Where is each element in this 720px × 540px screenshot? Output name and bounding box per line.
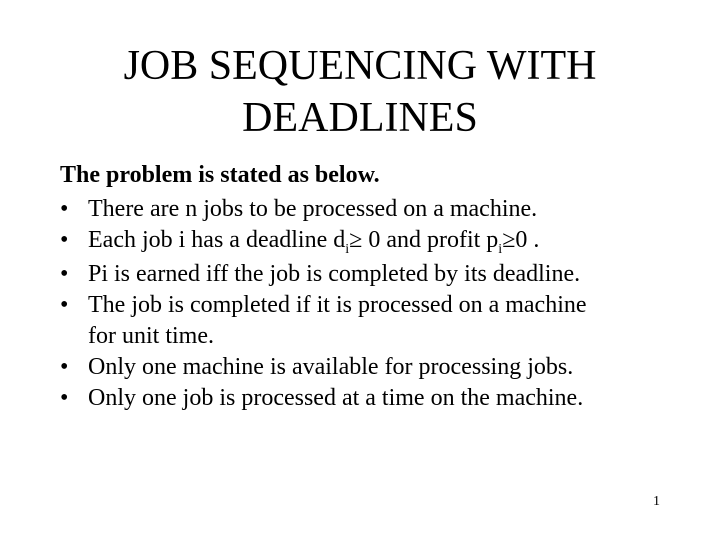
slide-body: [60, 160, 690, 414]
title-line-1: JOB SEQUENCING WITH: [123, 43, 597, 89]
title-line-2: DEADLINES: [242, 95, 478, 141]
bullet-text: Pi is earned iff the job is completed by its deadline.: [88, 261, 581, 287]
bullet-item: [60, 225, 690, 259]
bullet-item: [60, 352, 690, 383]
bullet-text-part: ≥ 0 and profit p: [349, 227, 499, 253]
bullet-icon: •: [60, 292, 69, 318]
subscript: i: [498, 242, 503, 257]
bullet-text: There are n jobs to be processed on a machine.: [88, 196, 538, 222]
bullet-icon: •: [60, 354, 69, 380]
slide-title: [40, 40, 680, 144]
bullet-icon: •: [60, 227, 69, 253]
bullet-text-part: ≥0 .: [502, 227, 540, 253]
subscript: i: [345, 242, 350, 257]
bullet-text-line: for unit time.: [88, 323, 214, 349]
bullet-item: [60, 259, 690, 290]
bullet-text-part: Each job i has a deadline d: [88, 227, 346, 253]
bullet-item: [60, 290, 690, 352]
bullet-text: Only one machine is available for processing jobs.: [88, 354, 574, 380]
bullet-icon: •: [60, 261, 69, 287]
bullet-icon: •: [60, 196, 69, 222]
bullet-item: [60, 194, 690, 225]
intro-text: The problem is stated as below.: [60, 162, 380, 188]
bullet-text-line: The job is completed if it is processed on a machine: [88, 292, 587, 318]
bullet-item: [60, 383, 690, 414]
bullet-text: Only one job is processed at a time on the machine.: [88, 385, 584, 411]
page-number: 1: [653, 494, 660, 509]
bullet-icon: •: [60, 385, 69, 411]
